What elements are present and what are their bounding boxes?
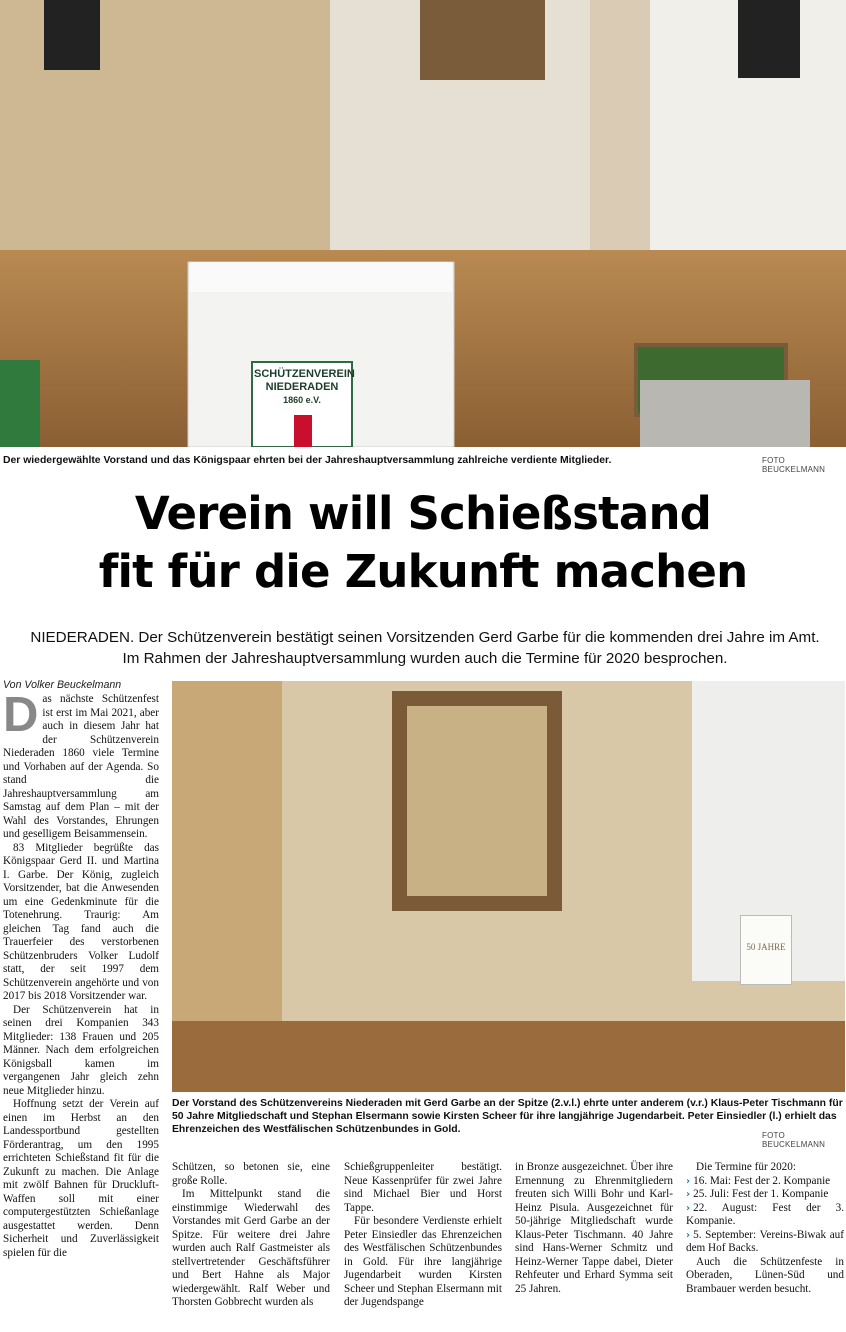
article-paragraph: Der Schützenverein hat in seinen drei Kompanien 343 Mitglieder: 138 Frauen und 205 Männer. Nach dem erfolgreichen Königsball kamen im vergangenen Jahr gleich zehn neue Mitglieder hinzu. <box>3 1003 159 1097</box>
banner-line-1: SCHÜTZENVEREIN <box>254 368 355 380</box>
photo-mid-credit: FOTO BEUCKELMANN <box>762 1131 826 1149</box>
article-paragraph: in Bronze ausgezeichnet. Über ihre Ernennung zu Ehrenmitgliedern freuten sich Willi Bohr und Karl-Heinz Pisula. Ausgezeichnet für 50-jährige Mitgliedschaft wurde Klaus-Peter Tischmann. 40 Jahre sind Hans-Werner Schmitz und Heinz-Werner Tappe dabei, Dieter Rehfeuter und Erhard Symma seit 25 Jahren. <box>515 1161 673 1295</box>
col1-p1-text: as nächste Schützenfest ist erst im Mai 2021, aber auch in diesem Jahr hat der Schützenverein Niederaden 1860 viele Termine und Vorhaben auf der Agenda. So stand die Jahreshauptversammlung am Samstag auf dem Plan – mit der Wahl des Vorstandes, Ehrungen und geselligem Beisammensein. <box>3 693 159 840</box>
date-text: 5. September: Vereins-Biwak auf dem Hof Backs. <box>686 1228 844 1254</box>
article-paragraph: 83 Mitglieder begrüßte das Königspaar Gerd II. und Martina I. Garbe. Der König, zugleich Vorsitzender, bat die Anwesenden um eine Gedenkminute für die Totenehrung. Traurig: Am gleichen Tag fand auch die Trauerfeier des verstorbenen Schützenbruders Volker Ludolf statt, der seit 1997 dem Schützenverein angehörte und von 2017 bis 2018 Vorsitzender war. <box>3 841 159 1002</box>
photo-top <box>0 0 846 447</box>
author-byline: Von Volker Beuckelmann <box>3 679 122 691</box>
article-paragraph: Hoffnung setzt der Verein auf einen im Herbst an den Landessportbund gestellten Förderantrag, um den 1995 errichteten Schießstand fit für die Zukunft zu machen. Die Anlage mit zwölf Bahnen für Druckluft-Waffen soll mit einer computergestützten Schießanlage ausgestattet werden. Denn Sicherheit und Zuverlässigkeit spielen für die <box>3 1098 159 1259</box>
article-paragraph: Für besondere Verdienste erhielt Peter Einsiedler das Ehrenzeichen des Westfälischen Schützenbundes in Gold. Für ihre langjährige Jugendarbeit wurden Kirsten Scheer und Stephan Elsermann mit der Jugendspange <box>344 1215 502 1308</box>
group-photo-mid <box>172 681 845 1092</box>
chevron-right-icon: › <box>686 1189 691 1200</box>
article-paragraph: Schießgruppenleiter bestätigt. Neue Kassenprüfer für zwei Jahre sind Michael Bier und Horst Tappe. <box>344 1161 502 1214</box>
article-column-1 <box>3 688 159 1260</box>
date-text: 16. Mai: Fest der 2. Kompanie <box>693 1174 831 1187</box>
photo-top-credit: FOTO BEUCKELMANN <box>762 456 826 474</box>
photo-mid-caption: Der Vorstand des Schützenvereins Niederaden mit Gerd Garbe an der Spitze (2.v.l.) ehrte unter anderem (v.r.) Klaus-Peter Tischmann für 50 Jahre Mitgliedschaft und Stephan Elsermann sowie Kirsten Scheer für ihre langjährige Jugendarbeit. Peter Einsiedler (l.) erhielt das Ehrenzeichen des Westfälischen Schützenbundes in Gold. <box>172 1098 843 1135</box>
list-item <box>686 1202 844 1229</box>
date-text: 25. Juli: Fest der 1. Kompanie <box>693 1188 829 1200</box>
group-photo-top <box>0 0 846 447</box>
headline <box>0 485 846 601</box>
dropcap: D <box>3 688 39 742</box>
headline-line-1: Verein will Schießstand <box>134 487 712 540</box>
chevron-right-icon: › <box>686 1229 691 1241</box>
banner-text <box>254 368 355 407</box>
article-paragraph: Im Mittelpunkt stand die einstimmige Wiederwahl des Vorstandes mit Gerd Garbe an der Spitze. Für weitere drei Jahre wurden auch Ralf Gastmeister als stellvertretender Geschäftsführer und Bert Hahne als Major wiedergewählt. Ralf Weber und Thorsten Gobbrecht wurden als <box>172 1188 330 1308</box>
article-column-4 <box>515 1161 673 1296</box>
photo-mid <box>172 681 845 1092</box>
chevron-right-icon: › <box>686 1175 691 1187</box>
teaser: NIEDERADEN. Der Schützenverein bestätigt seinen Vorsitzenden Gerd Garbe für die kommenden drei Jahre im Amt. Im Rahmen der Jahreshauptversammlung wurden auch die Termine für 2020 besprochen. <box>30 629 820 667</box>
chevron-right-icon: › <box>686 1202 691 1214</box>
banner-line-2: NIEDERADEN <box>265 381 339 393</box>
list-item <box>686 1175 844 1189</box>
list-item <box>686 1188 844 1202</box>
photo-top-caption: Der wiedergewählte Vorstand und das Königspaar ehrten bei der Jahreshauptversammlung zahlreiche verdiente Mitglieder. <box>3 455 612 466</box>
headline-line-2: fit für die Zukunft machen <box>98 545 748 598</box>
list-item <box>686 1229 844 1256</box>
article-column-2 <box>172 1161 330 1310</box>
article-paragraph: Auch die Schützenfeste in Oberaden, Lünen-Süd und Brambauer werden besucht. <box>686 1255 844 1295</box>
article-paragraph <box>3 688 159 842</box>
sign-50-jahre: 50 JAHRE <box>740 915 792 985</box>
banner-line-3: 1860 e.V. <box>283 395 321 405</box>
dates-title: Die Termine für 2020: <box>696 1161 796 1173</box>
article-paragraph: Schützen, so betonen sie, eine große Rolle. <box>172 1161 330 1187</box>
article-column-5 <box>686 1161 844 1296</box>
dates-list <box>686 1175 844 1256</box>
article-column-3 <box>344 1161 502 1310</box>
date-text: 22. August: Fest der 3. Kompanie. <box>686 1201 844 1227</box>
